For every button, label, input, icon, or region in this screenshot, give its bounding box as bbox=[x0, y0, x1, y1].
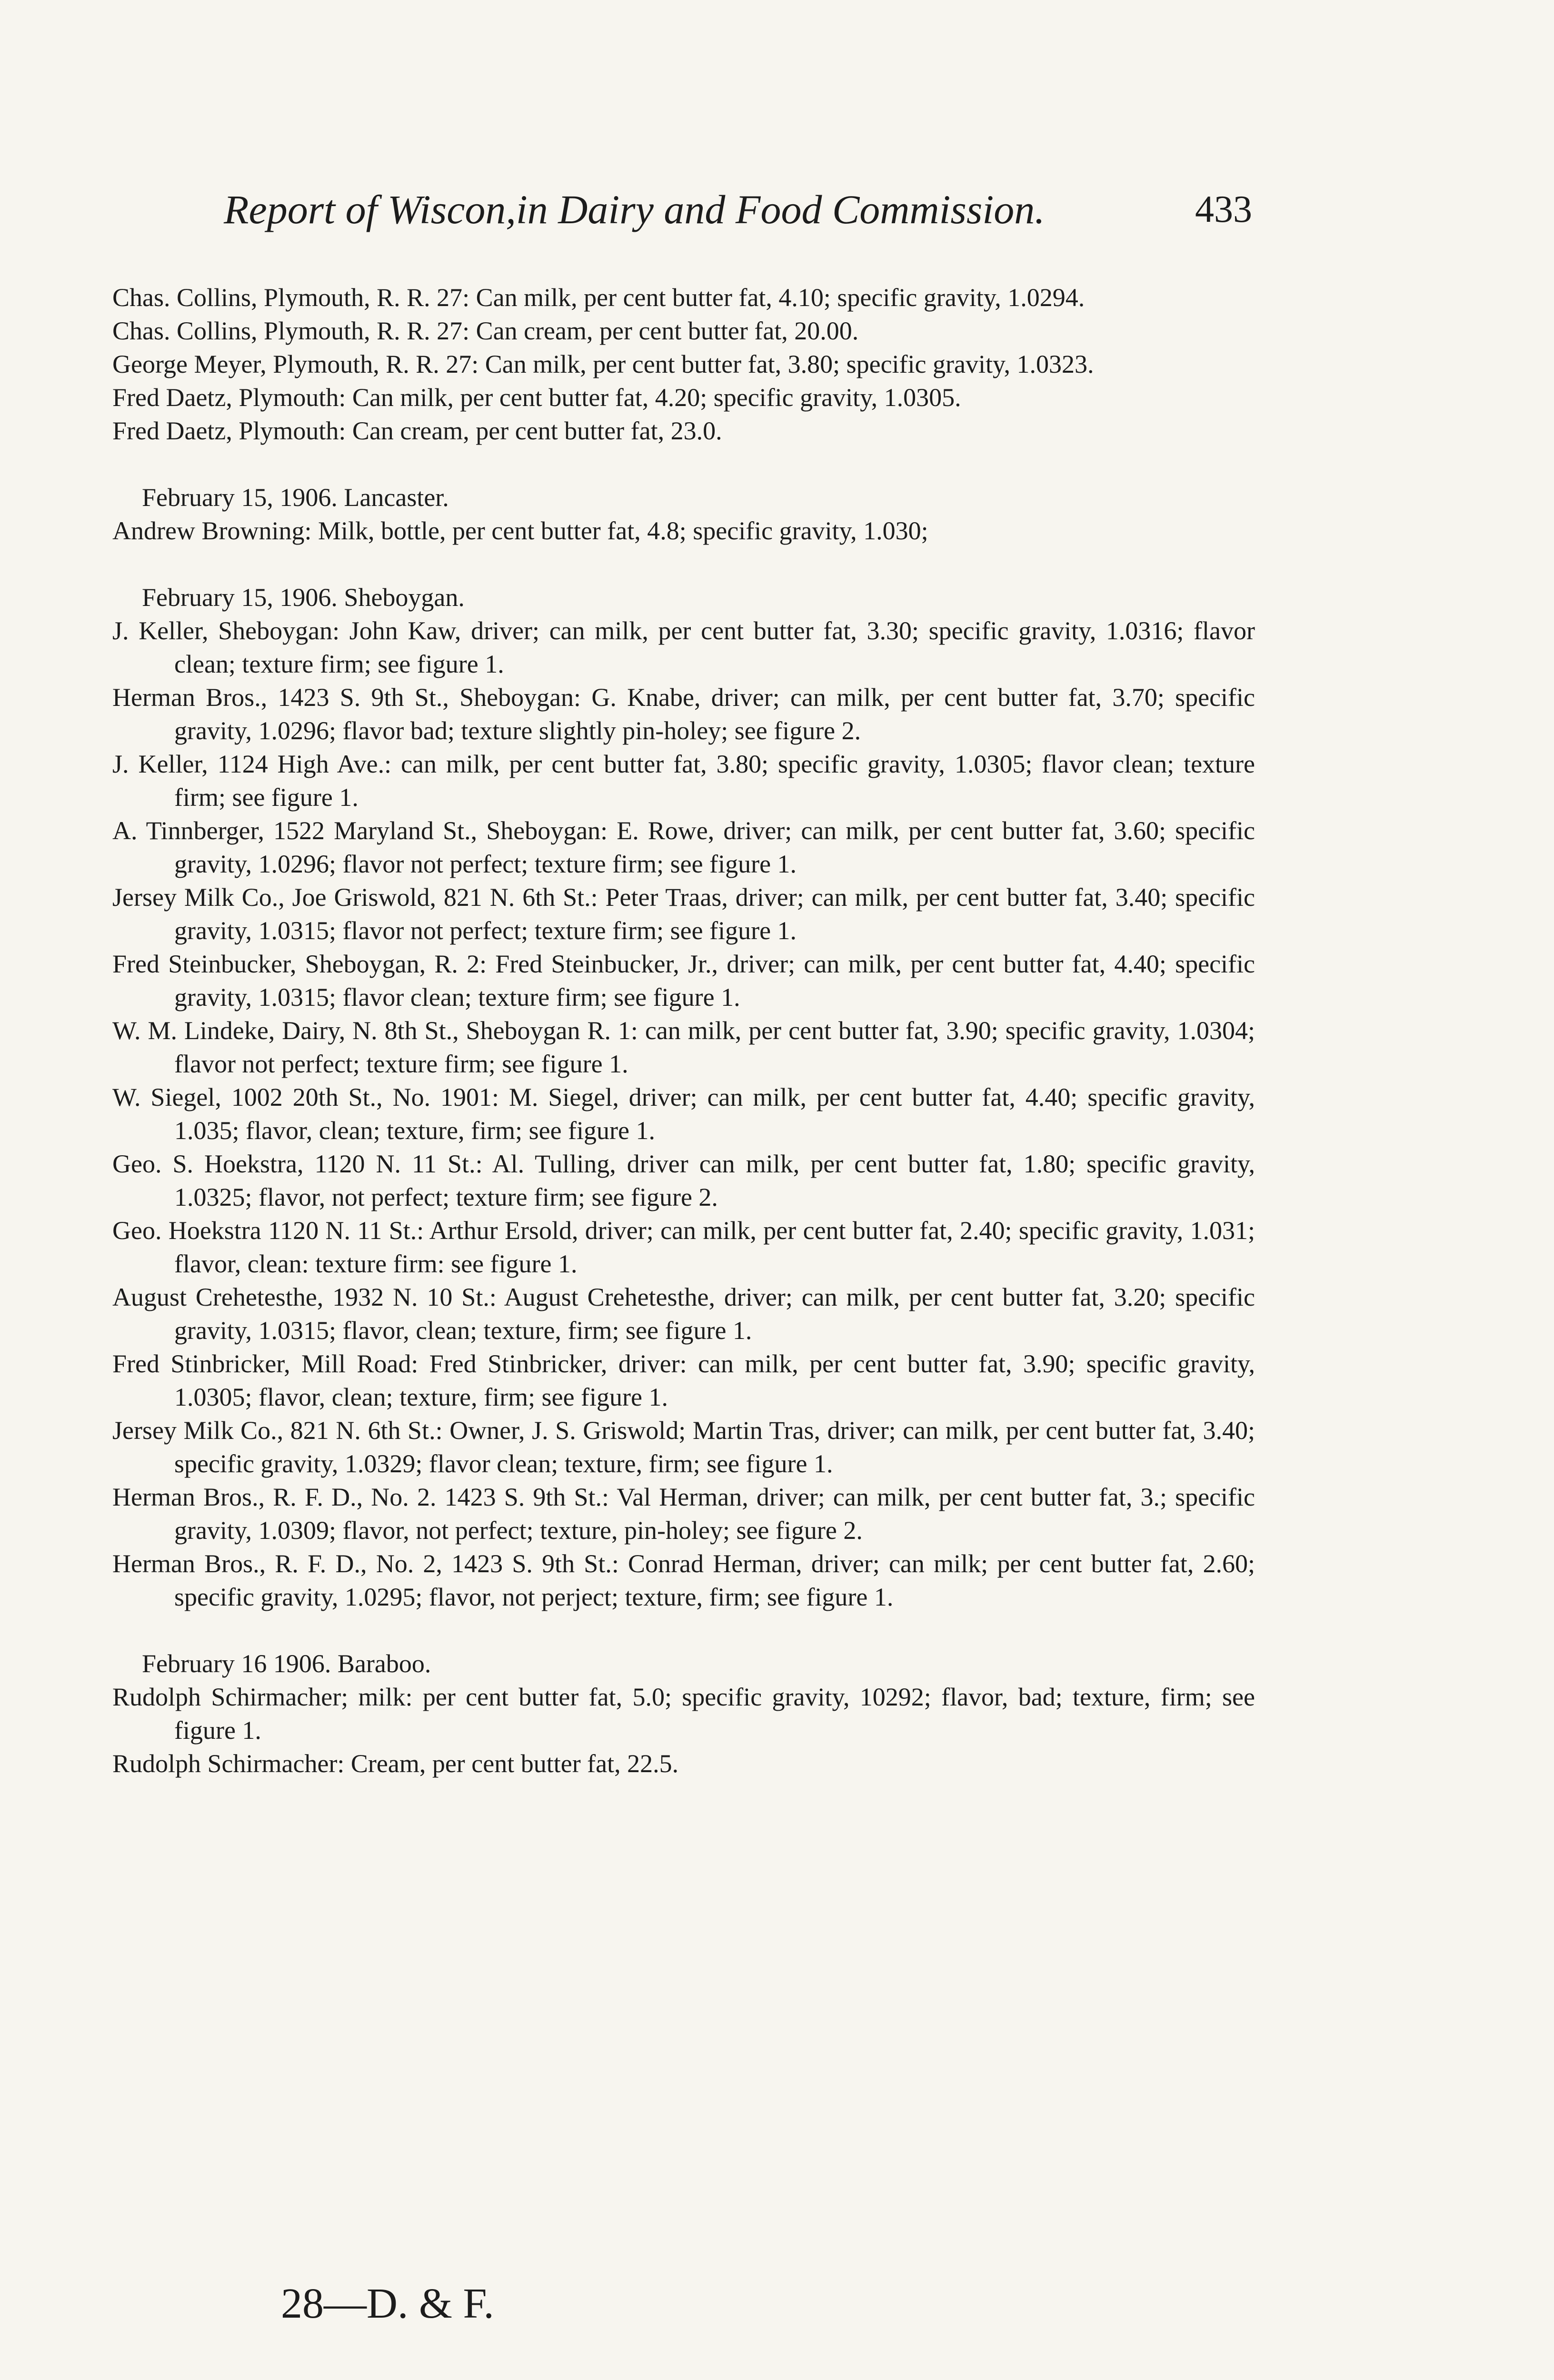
entry: W. Siegel, 1002 20th St., No. 1901: M. Siegel, driver; can milk, per cent butter fat, 4.40; specific gravity, 1.035; flavor, clean; texture, firm; see figure 1. bbox=[112, 1083, 1255, 1145]
entry: Fred Daetz, Plymouth: Can cream, per cent butter fat, 23.0. bbox=[112, 416, 722, 445]
section-plymouth bbox=[112, 281, 1255, 447]
entry: George Meyer, Plymouth, R. R. 27: Can milk, per cent butter fat, 3.80; specific gravity, 1.0323. bbox=[112, 350, 1094, 378]
page-body bbox=[112, 281, 1255, 1780]
entry: Rudolph Schirmacher; milk: per cent butter fat, 5.0; specific gravity, 10292; flavor, bad; texture, firm; see figure 1. bbox=[112, 1683, 1255, 1745]
section-baraboo bbox=[112, 1647, 1255, 1780]
entry: Rudolph Schirmacher: Cream, per cent butter fat, 22.5. bbox=[112, 1749, 679, 1778]
section-gap bbox=[112, 447, 1255, 481]
section-heading: February 16 1906. Baraboo. bbox=[142, 1649, 431, 1678]
entry: Fred Stinbricker, Mill Road: Fred Stinbricker, driver: can milk, per cent butter fat, 3.90; specific gravity, 1.0305; flavor, clean; texture, firm; see figure 1. bbox=[112, 1349, 1255, 1411]
entry: Herman Bros., R. F. D., No. 2. 1423 S. 9th St.: Val Herman, driver; can milk, per cent butter fat, 3.; specific gravity, 1.0309; flavor, not perfect; texture, pin-holey; see figure 2. bbox=[112, 1483, 1255, 1545]
section-lancaster bbox=[112, 481, 1255, 547]
entry: Fred Daetz, Plymouth: Can milk, per cent butter fat, 4.20; specific gravity, 1.0305. bbox=[112, 383, 961, 412]
entry: Herman Bros., 1423 S. 9th St., Sheboygan: G. Knabe, driver; can milk, per cent butter fat, 3.70; specific gravity, 1.0296; flavor bad; texture slightly pin-holey; see figure 2. bbox=[112, 683, 1255, 745]
signature-mark: 28—D. & F. bbox=[281, 2280, 494, 2327]
entry: August Crehetesthe, 1932 N. 10 St.: August Crehetesthe, driver; can milk, per cent butter fat, 3.20; specific gravity, 1.0315; flavor, clean; texture, firm; see figure 1. bbox=[112, 1283, 1255, 1345]
running-header: Report of Wiscon,in Dairy and Food Commission. bbox=[224, 187, 1045, 232]
section-heading: February 15, 1906. Lancaster. bbox=[142, 483, 449, 512]
entry: Chas. Collins, Plymouth, R. R. 27: Can cream, per cent butter fat, 20.00. bbox=[112, 317, 859, 345]
entry: J. Keller, 1124 High Ave.: can milk, per cent butter fat, 3.80; specific gravity, 1.0305; flavor clean; texture firm; see figure 1. bbox=[112, 750, 1255, 812]
entry: W. M. Lindeke, Dairy, N. 8th St., Sheboygan R. 1: can milk, per cent butter fat, 3.90; specific gravity, 1.0304; flavor not perfect; texture firm; see figure 1. bbox=[112, 1016, 1255, 1078]
section-gap bbox=[112, 547, 1255, 581]
entry: A. Tinnberger, 1522 Maryland St., Sheboygan: E. Rowe, driver; can milk, per cent butter fat, 3.60; specific gravity, 1.0296; flavor not perfect; texture firm; see figure 1. bbox=[112, 816, 1255, 878]
entry: Chas. Collins, Plymouth, R. R. 27: Can milk, per cent butter fat, 4.10; specific gravity, 1.0294. bbox=[112, 283, 1085, 312]
section-sheboygan bbox=[112, 581, 1255, 1614]
entry: Andrew Browning: Milk, bottle, per cent butter fat, 4.8; specific gravity, 1.030; bbox=[112, 516, 928, 545]
entry: Geo. S. Hoekstra, 1120 N. 11 St.: Al. Tulling, driver can milk, per cent butter fat, 1.80; specific gravity, 1.0325; flavor, not perfect; texture firm; see figure 2. bbox=[112, 1150, 1255, 1211]
entry: Geo. Hoekstra 1120 N. 11 St.: Arthur Ersold, driver; can milk, per cent butter fat, 2.40; specific gravity, 1.031; flavor, clean: texture firm: see figure 1. bbox=[112, 1216, 1255, 1278]
entry: Jersey Milk Co., Joe Griswold, 821 N. 6th St.: Peter Traas, driver; can milk, per cent butter fat, 3.40; specific gravity, 1.0315; flavor not perfect; texture firm; see figure 1. bbox=[112, 883, 1255, 945]
entry: Jersey Milk Co., 821 N. 6th St.: Owner, J. S. Griswold; Martin Tras, driver; can milk, per cent butter fat, 3.40; specific gravity, 1.0329; flavor clean; texture, firm; see figure 1. bbox=[112, 1416, 1255, 1478]
section-gap bbox=[112, 1614, 1255, 1647]
entry: Herman Bros., R. F. D., No. 2, 1423 S. 9th St.: Conrad Herman, driver; can milk; per cent butter fat, 2.60; specific gravity, 1.0295; flavor, not perject; texture, firm; see figure 1. bbox=[112, 1549, 1255, 1611]
section-heading: February 15, 1906. Sheboygan. bbox=[142, 583, 465, 612]
entry: Fred Steinbucker, Sheboygan, R. 2: Fred Steinbucker, Jr., driver; can milk, per cent butter fat, 4.40; specific gravity, 1.0315; flavor clean; texture firm; see figure 1. bbox=[112, 950, 1255, 1012]
entry: J. Keller, Sheboygan: John Kaw, driver; can milk, per cent butter fat, 3.30; specific gravity, 1.0316; flavor clean; texture firm; see figure 1. bbox=[112, 616, 1255, 678]
page-number: 433 bbox=[1195, 188, 1252, 230]
